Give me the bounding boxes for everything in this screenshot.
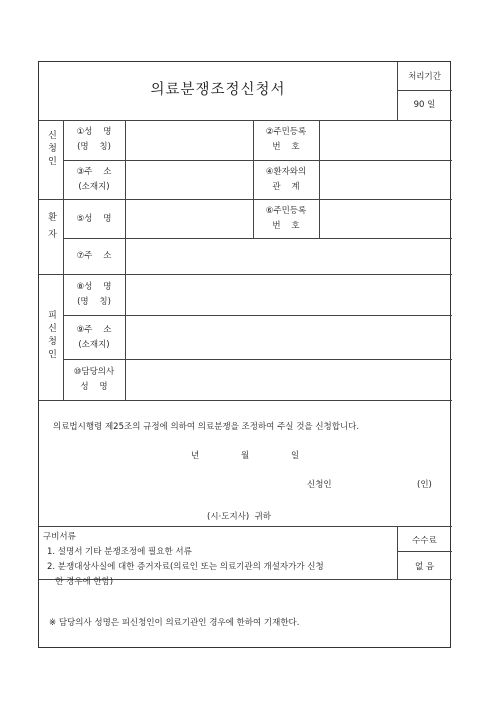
respondent-doctor-label: ⑩담당의사 성 명 [73,367,115,392]
section-respondent-text: 피신청인 [46,310,56,362]
divider [63,315,452,316]
fee-label: 수수료 [412,536,437,546]
date-day-label: 일 [291,451,300,461]
footnote: ※ 담당의사 성명은 피신청인이 의료기관인 경우에 한하여 기재한다. [49,618,300,628]
divider [63,238,452,239]
date-month-label: 월 [241,451,250,461]
documents-item-1: 1. 설명서 기타 분쟁조정에 필요한 서류 [47,547,192,557]
applicant-rrn-field[interactable] [321,122,450,158]
patient-name-field[interactable] [127,201,251,236]
request-statement: 의료법시행령 제25조의 규정에 의하여 의료분쟁을 조정하여 주실 것을 신청합니다. [53,422,360,432]
divider [39,400,452,401]
section-patient [39,212,63,246]
applicant-name-label: ①성 명 (명 칭) [76,127,112,152]
applicant-name-field[interactable] [127,122,251,158]
divider [63,359,452,360]
divider [397,551,452,552]
section-applicant-text: 신청인 [46,130,56,169]
date-year-label: 년 [191,451,200,461]
respondent-address-field[interactable] [127,317,450,357]
respondent-doctor-field[interactable] [127,361,450,398]
divider [63,160,452,161]
respondent-address-label: ⑨주 소 (소재지) [76,325,112,350]
applicant-relation-label: ④환자와의 관 계 [265,167,307,192]
section-applicant [39,130,63,169]
applicant-address-field[interactable] [127,162,251,197]
patient-address-label: ⑦주 소 [76,251,112,261]
documents-item-2: 2. 분쟁대상사실에 대한 증거자료(의료인 또는 의료기관의 개설자가가 신청 [47,562,324,572]
patient-rrn-field[interactable] [321,201,450,236]
divider [397,90,452,91]
processing-period-label: 처리기간 [408,72,441,82]
fee-value: 없 음 [414,562,435,572]
divider [125,120,126,400]
addressee: (시·도지사) 귀하 [207,512,272,522]
patient-name-label: ⑤성 명 [76,214,112,224]
processing-period-value: 90 일 [413,100,436,110]
patient-address-field[interactable] [127,240,450,272]
applicant-rrn-label: ②주민등록 번 호 [265,127,307,152]
form-title: 의료분쟁조정신청서 [150,82,286,98]
applicant-address-label: ③주 소 (소재지) [76,167,112,192]
divider [39,199,452,200]
divider [39,120,452,121]
documents-title: 구비서류 [43,532,76,542]
section-patient-text: 환자 [46,212,56,246]
divider [319,199,320,238]
divider [319,120,320,199]
signer-label: 신청인 [307,480,332,490]
patient-rrn-label: ⑥주민등록 번 호 [265,206,307,231]
divider [39,526,452,527]
application-form [38,61,451,648]
section-respondent [39,310,63,362]
documents-item-2-cont: 한 경우에 한함) [47,577,114,587]
seal-mark: (인) [417,480,432,490]
respondent-name-field[interactable] [127,276,450,313]
respondent-name-label: ⑧성 명 (명 칭) [76,282,112,307]
applicant-relation-field[interactable] [321,162,450,197]
divider [39,274,452,275]
